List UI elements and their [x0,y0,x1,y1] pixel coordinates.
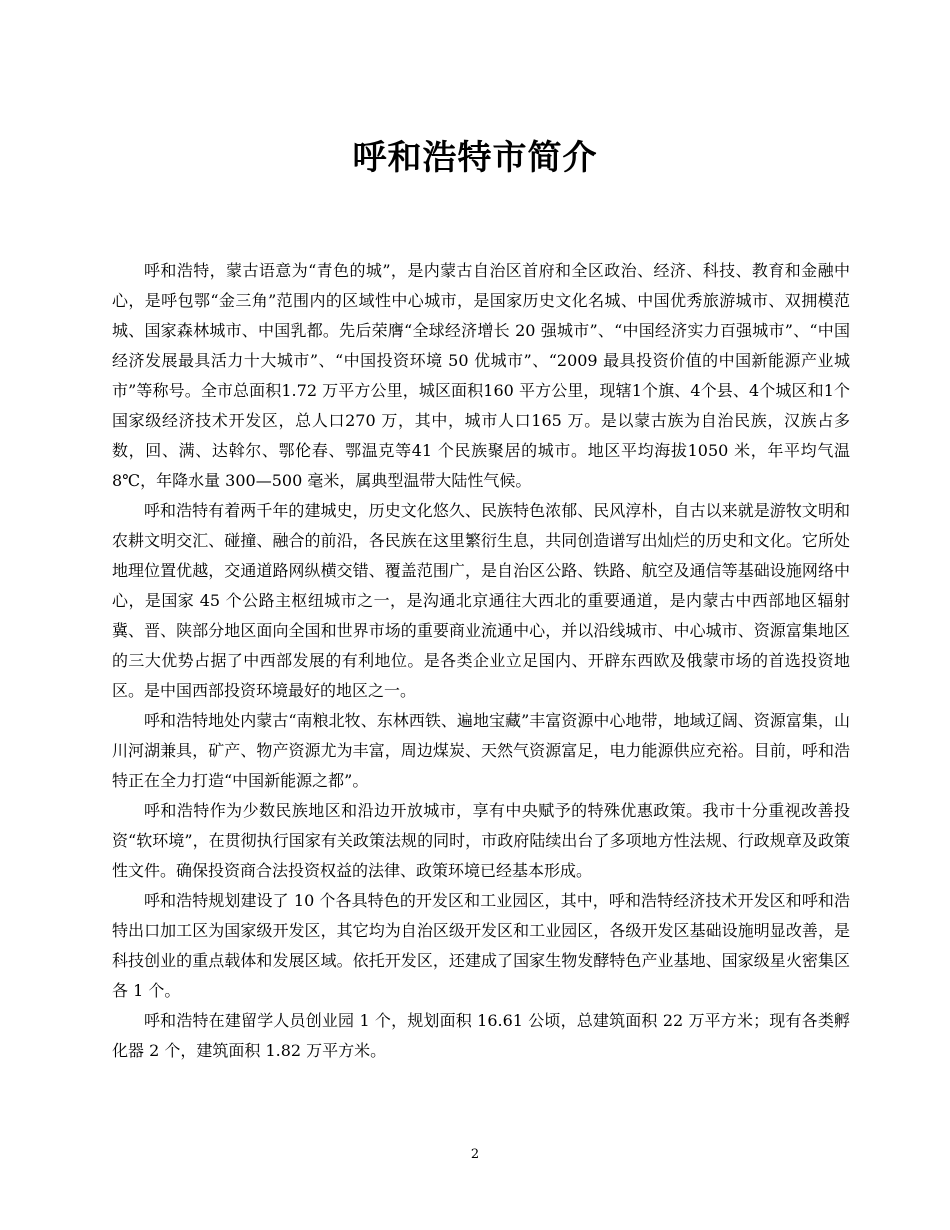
paragraph-development-zones: 呼和浩特规划建设了 10 个各具特色的开发区和工业园区，其中，呼和浩特经济技术开发区和呼和浩特出口加工区为国家级开发区，其它均为自治区级开发区和工业园区，各级开发区基础设施明显改善，是科技创业的重点载体和发展区域。依托开发区，还建成了国家生物发酵特色产业基地、国家级星火密集区各 1 个。 [112,891,850,1000]
document-body [112,256,850,1066]
paragraph-history-location: 呼和浩特有着两千年的建城史，历史文化悠久、民族特色浓郁、民风淳朴，自古以来就是游牧文明和农耕文明交汇、碰撞、融合的前沿，各民族在这里繁衍生息，共同创造谱写出灿烂的历史和文化。它所处地理位置优越，交通道路网纵横交错、覆盖范围广，是自治区公路、铁路、航空及通信等基础设施网络中心，是国家 45 个公路主枢纽城市之一，是沟通北京通往大西北的重要通道，是内蒙古中西部地区辐射冀、晋、陕部分地区面向全国和世界市场的重要商业流通中心，并以沿线城市、中心城市、资源富集地区的三大优势占据了中西部发展的有利地位。是各类企业立足国内、开辟东西欧及俄蒙市场的首选投资地区。是中国西部投资环境最好的地区之一。 [112,501,850,700]
paragraph-policy: 呼和浩特作为少数民族地区和沿边开放城市，享有中央赋予的特殊优惠政策。我市十分重视改善投资“软环境”，在贯彻执行国家有关政策法规的同时，市政府陆续出台了多项地方性法规、行政规章及政策性文件。确保投资商合法投资权益的法律、政策环境已经基本形成。 [112,801,850,880]
paragraph-overview: 呼和浩特，蒙古语意为“青色的城”，是内蒙古自治区首府和全区政治、经济、科技、教育和金融中心，是呼包鄂“金三角”范围内的区域性中心城市，是国家历史文化名城、中国优秀旅游城市、双拥模范城、国家森林城市、中国乳都。先后荣膺“全球经济增长 20 强城市”、“中国经济实力百强城市”、“中国经济发展最具活力十大城市”、“中国投资环境 50 优城市”、“2009 最具投资价值的中国新能源产业城市”等称号。全市总面积1.72 万平方公里，城区面积160 平方公里，现辖1个旗、4个县、4个城区和1个国家级经济技术开发区，总人口270 万，其中，城市人口165 万。是以蒙古族为自治民族，汉族占多数，回、满、达斡尔、鄂伦春、鄂温克等41 个民族聚居的城市。地区平均海拔1050 米，年平均气温 8℃，年降水量 300—500 毫米，属典型温带大陆性气候。 [112,261,850,490]
page-number: 2 [470,1147,480,1162]
paragraph-incubators: 呼和浩特在建留学人员创业园 1 个，规划面积 16.61 公顷，总建筑面积 22 万平方米；现有各类孵化器 2 个，建筑面积 1.82 万平方米。 [112,1011,850,1060]
document-title: 呼和浩特市简介 [352,138,598,178]
paragraph-resources: 呼和浩特地处内蒙古“南粮北牧、东林西铁、遍地宝藏”丰富资源中心地带，地域辽阔、资源富集，山川河湖兼具，矿产、物产资源尤为丰富，周边煤炭、天然气资源富足，电力能源供应充裕。目前，呼和浩特正在全力打造“中国新能源之都”。 [112,711,850,790]
